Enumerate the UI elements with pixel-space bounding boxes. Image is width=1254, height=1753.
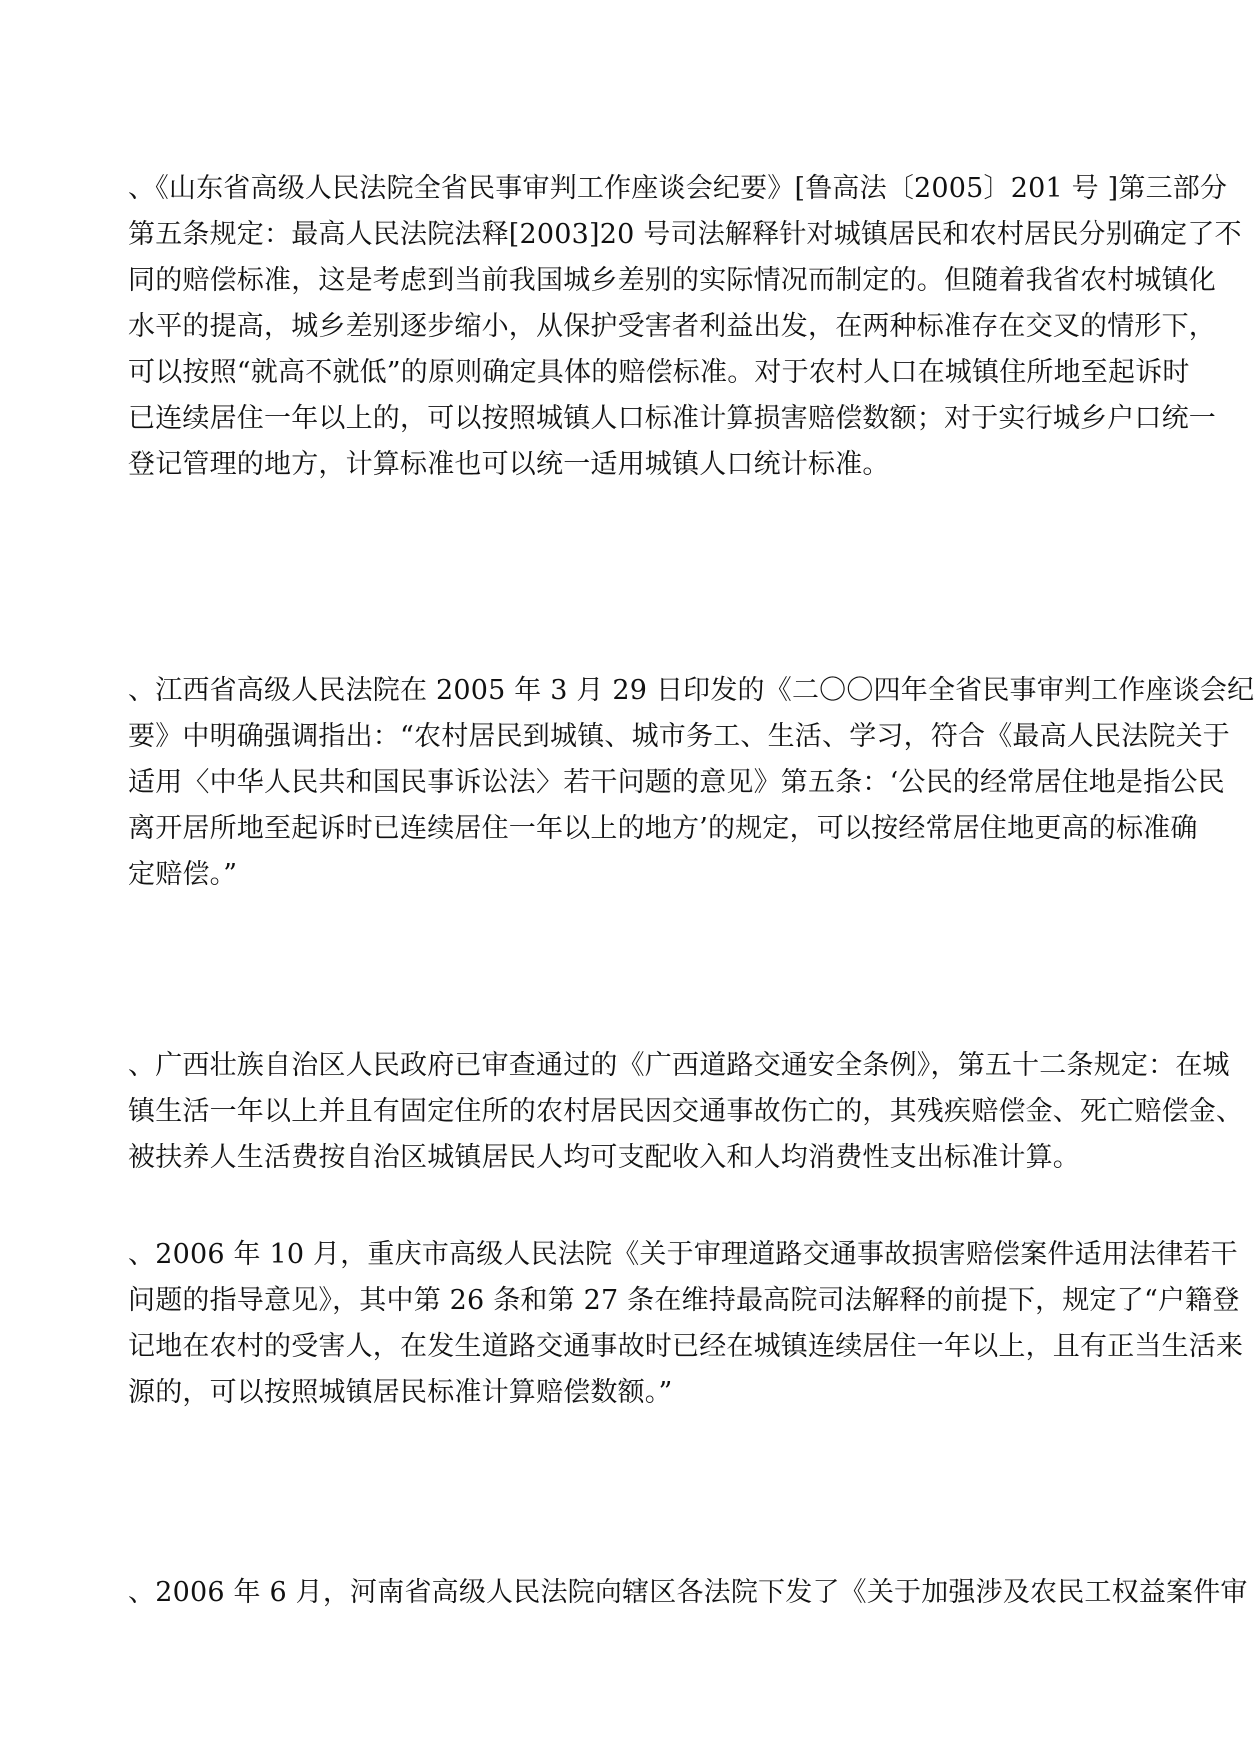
text-line: 、2006 年 6 月，河南省高级人民法院向辖区各法院下发了《关于加强涉及农民工权益案件审 [128,1577,1248,1608]
text-line: 、广西壮族自治区人民政府已审查通过的《广西道路交通安全条例》，第五十二条规定：在城 [128,1050,1230,1081]
text-line: 、江西省高级人民法院在 2005 年 3 月 29 日印发的《二〇〇四年全省民事审判工作座谈会纪 [128,675,1254,706]
text-line: 被扶养人生活费按自治区城镇居民人均可支配收入和人均消费性支出标准计算。 [128,1142,1080,1173]
text-line: 同的赔偿标准，这是考虑到当前我国城乡差别的实际情况而制定的。但随着我省农村城镇化 [128,265,1216,296]
text-line: 问题的指导意见》，其中第 26 条和第 27 条在维持最高院司法解释的前提下，规定了“户籍登 [128,1285,1240,1316]
text-line: 登记管理的地方，计算标准也可以统一适用城镇人口统计标准。 [128,449,890,480]
text-line: 离开居所地至起诉时已连续居住一年以上的地方’的规定，可以按经常居住地更高的标准确 [128,813,1198,844]
paragraph-shandong [128,166,1242,488]
paragraph-guangxi [128,1043,1244,1181]
paragraph-henan [128,1570,1248,1616]
text-line: 记地在农村的受害人，在发生道路交通事故时已经在城镇连续居住一年以上，且有正当生活来 [128,1331,1244,1362]
text-line: 可以按照“就高不就低”的原则确定具体的赔偿标准。对于农村人口在城镇住所地至起诉时 [128,357,1190,388]
text-line: 水平的提高，城乡差别逐步缩小，从保护受害者利益出发，在两种标准存在交叉的情形下， [128,311,1216,342]
text-line: 镇生活一年以上并且有固定住所的农村居民因交通事故伤亡的，其残疾赔偿金、死亡赔偿金、 [128,1096,1244,1127]
text-line: 定赔偿。” [128,859,238,890]
text-line: 已连续居住一年以上的，可以按照城镇人口标准计算损害赔偿数额；对于实行城乡户口统一 [128,403,1216,434]
paragraph-jiangxi [128,668,1254,898]
text-line: 源的，可以按照城镇居民标准计算赔偿数额。” [128,1377,673,1408]
text-line: 第五条规定：最高人民法院法释[2003]20 号司法解释针对城镇居民和农村居民分别确定了不 [128,219,1242,250]
paragraph-chongqing [128,1232,1244,1416]
text-line: 要》中明确强调指出：“农村居民到城镇、城市务工、生活、学习，符合《最高人民法院关于 [128,721,1231,752]
text-line: 、2006 年 10 月，重庆市高级人民法院《关于审理道路交通事故损害赔偿案件适用法律若干 [128,1239,1238,1270]
text-line: 、《山东省高级人民法院全省民事审判工作座谈会纪要》[鲁高法〔2005〕201 号 ]第三部分 [128,173,1228,204]
text-line: 适用〈中华人民共和国民事诉讼法〉若干问题的意见》第五条：‘公民的经常居住地是指公民 [128,767,1225,798]
